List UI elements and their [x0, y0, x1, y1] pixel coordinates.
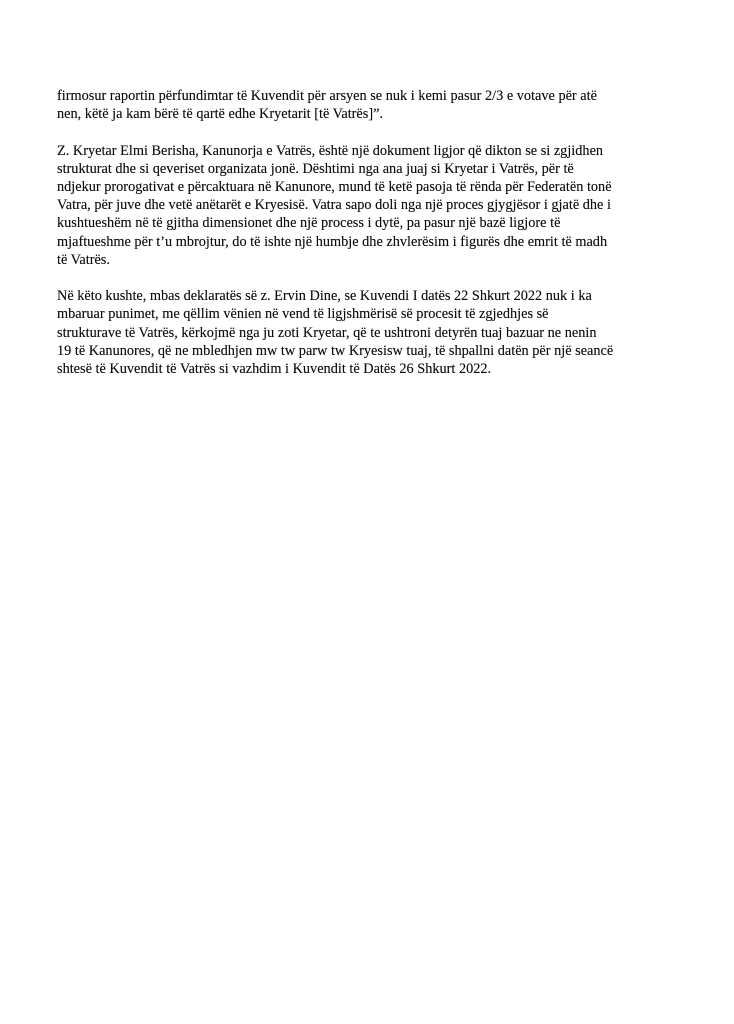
paragraph: [57, 87, 685, 123]
text-line: firmosur raportin përfundimtar të Kuvendit për arsyen se nuk i kemi pasur 2/3 e votave për atë: [57, 88, 597, 104]
text-line: kushtueshëm në të gjitha dimensionet dhe një process i dytë, pa pasur një bazë ligjore të: [57, 215, 561, 232]
text-line: 19 të Kanunores, që ne mbledhjen mw tw parw tw Kryesisw tuaj, të shpallni datën për një seancë: [57, 342, 614, 359]
text-line: nen, këtë ja kam bërë të qartë edhe Kryetarit [të Vatrës]”.: [57, 106, 384, 123]
text-line: strukturave të Vatrës, kërkojmë nga ju zoti Kryetar, që te ushtroni detyrën tuaj bazuar ne nenin: [57, 324, 597, 341]
text-line: mbaruar punimet, me qëllim vënien në vend të ligjshmërisë së procesit të zgjedhjes së: [57, 306, 549, 323]
text-line: shtesë të Kuvendit të Vatrës si vazhdim i Kuvendit të Datës 26 Shkurt 2022.: [57, 361, 492, 378]
text-line: të Vatrës.: [57, 251, 110, 268]
text-line: strukturat dhe si qeveriset organizata jonë. Dështimi nga ana juaj si Kryetar i Vatrës, për të: [57, 160, 574, 177]
paragraph: [57, 287, 685, 378]
text-line: Vatra, për juve dhe vetë anëtarët e Kryesisë. Vatra sapo doli nga një proces gjygjësor i gjatë dhe i: [57, 197, 611, 214]
letter-body: [57, 87, 685, 378]
paragraph: [57, 142, 685, 269]
text-line: Në këto kushte, mbas deklaratës së z. Ervin Dine, se Kuvendi I datës 22 Shkurt 2022 nuk i ka: [57, 288, 592, 305]
text-line: Z. Kryetar Elmi Berisha, Kanunorja e Vatrës, është një dokument ligjor që dikton se si zgjidhen: [57, 142, 604, 159]
text-line: mjaftueshme për t’u mbrojtur, do të ishte një humbje dhe zhvlerësim i figurës dhe emrit të madh: [57, 233, 608, 250]
text-line: ndjekur prorogativat e përcaktuara në Kanunore, mund të ketë pasoja të rënda për Federatën tonë: [57, 179, 612, 195]
